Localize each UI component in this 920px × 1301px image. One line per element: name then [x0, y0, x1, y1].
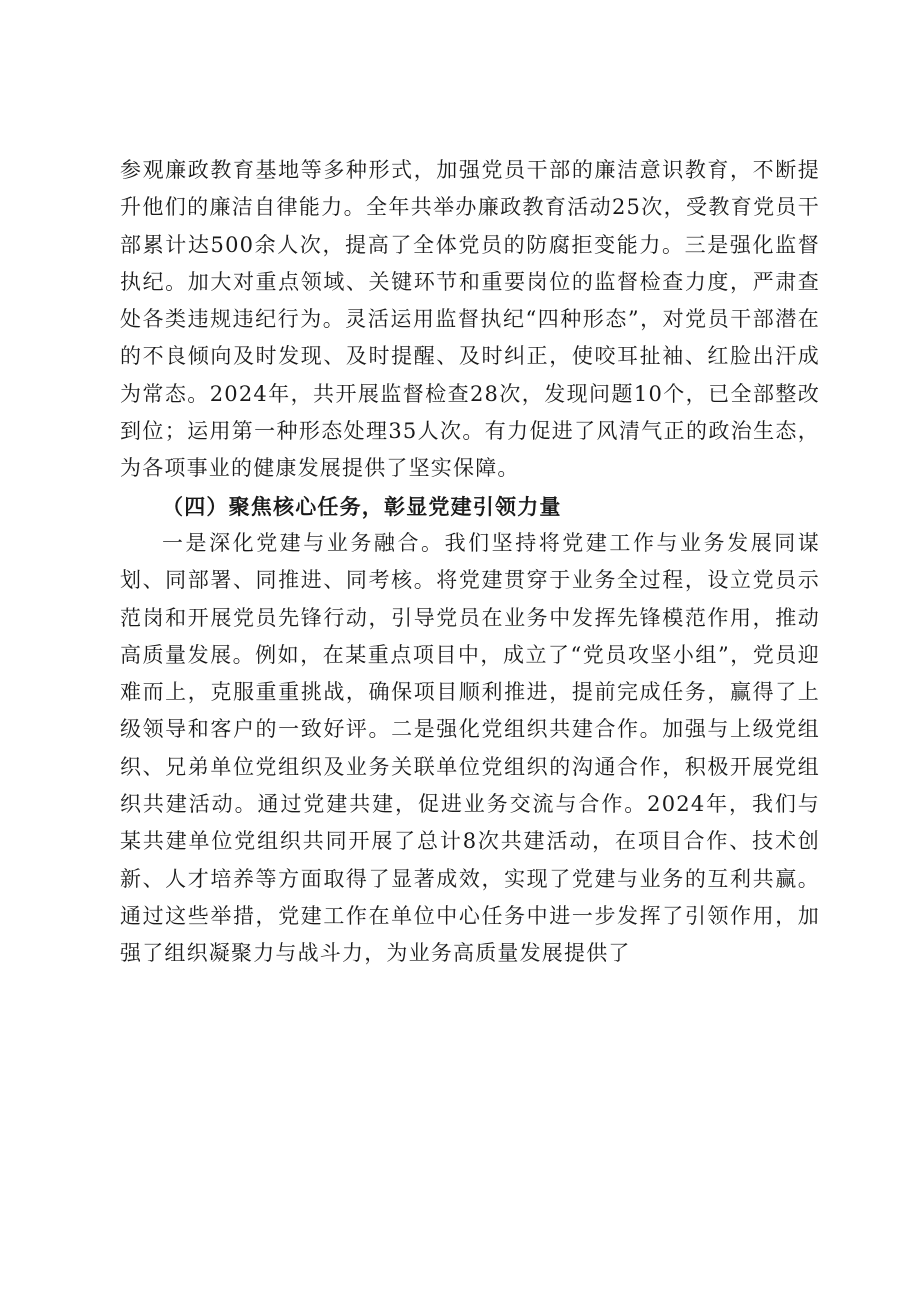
paragraph-discipline-supervision: 参观廉政教育基地等多种形式，加强党员干部的廉洁意识教育，不断提升他们的廉洁自律能力。全年共举办廉政教育活动25次，受教育党员干部累计达500余人次，提高了全体党员的防腐拒变能力。三是强化监督执纪。加大对重点领域、关键环节和重要岗位的监督检查力度，严肃查处各类违规违纪行为。灵活运用监督执纪“四种形态”，对党员干部潜在的不良倾向及时发现、及时提醒、及时纠正，使咬耳扯袖、红脸出汗成为常态。2024年，共开展监督检查28次，发现问题10个，已全部整改到位；运用第一种形态处理35人次。有力促进了风清气正的政治生态，为各项事业的健康发展提供了坚实保障。 [120, 158, 820, 481]
document-body [120, 152, 820, 973]
section-heading-4: （四）聚焦核心任务，彰显党建引领力量 [162, 493, 562, 519]
paragraph-party-business-integration: 一是深化党建与业务融合。我们坚持将党建工作与业务发展同谋划、同部署、同推进、同考核。将党建贯穿于业务全过程，设立党员示范岗和开展党员先锋行动，引导党员在业务中发挥先锋模范作用，推动高质量发展。例如，在某重点项目中，成立了“党员攻坚小组”，党员迎难而上，克服重重挑战，确保项目顺利推进，提前完成任务，赢得了上级领导和客户的一致好评。二是强化党组织共建合作。加强与上级党组织、兄弟单位党组织及业务关联单位党组织的沟通合作，积极开展党组织共建活动。通过党建共建，促进业务交流与合作。2024年，我们与某共建单位党组织共同开展了总计8次共建活动，在项目合作、技术创新、人才培养等方面取得了显著成效，实现了党建与业务的互利共赢。通过这些举措，党建工作在单位中心任务中进一步发挥了引领作用，加强了组织凝聚力与战斗力，为业务高质量发展提供了 [120, 530, 820, 966]
